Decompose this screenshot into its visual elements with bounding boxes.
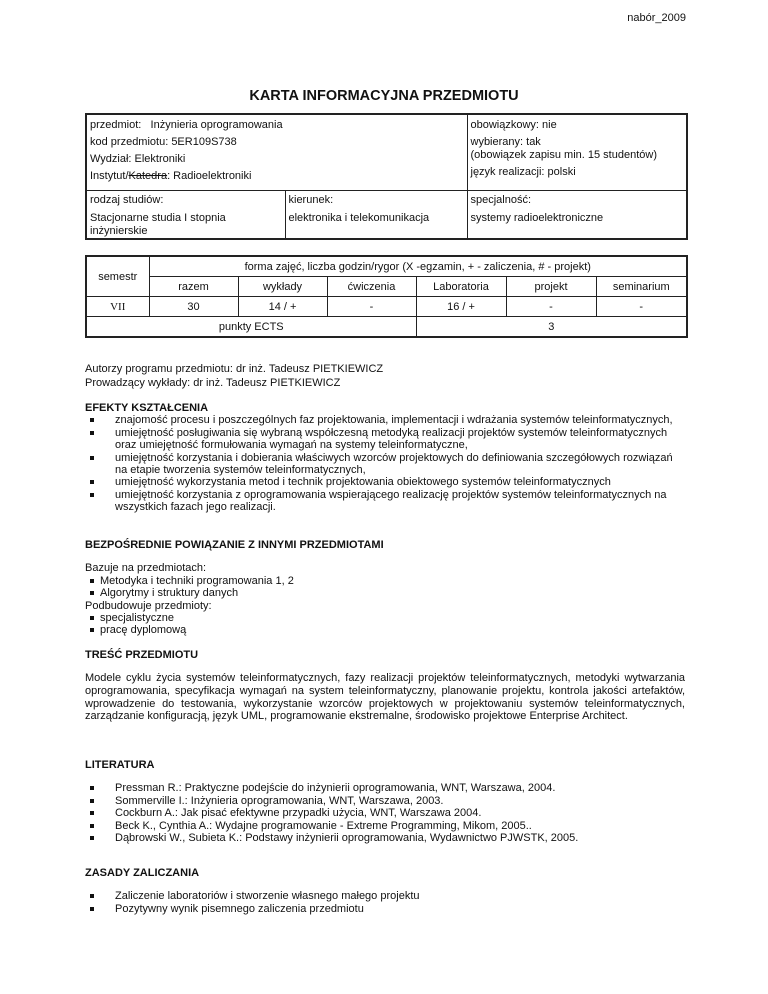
mandatory: obowiązkowy: nie: [470, 119, 557, 131]
col-header: razem: [149, 277, 238, 297]
hours-cell: -: [596, 297, 687, 317]
list-item: Beck K., Cynthia A.: Wydajne programowanie - Extreme Programming, Mikom, 2005..: [85, 820, 685, 832]
list-item: pracę dyplomową: [85, 624, 685, 636]
col-header: wykłady: [238, 277, 327, 297]
ects-label: punkty ECTS: [86, 317, 416, 338]
study-type-label: rodzaj studiów:: [90, 194, 164, 206]
semester-value: VII: [86, 297, 149, 317]
learning-outcomes-section: [85, 402, 685, 514]
col-header: projekt: [506, 277, 596, 297]
specialty-label: specjalność:: [470, 194, 532, 206]
supports-label: Podbudowuje przedmioty:: [85, 599, 212, 612]
list-item: Zaliczenie laboratoriów i stworzenie własnego małego projektu: [85, 890, 685, 902]
form-header: forma zajęć, liczba godzin/rygor (X -egzamin, + - zaliczenia, # - projekt): [149, 256, 687, 277]
page-title: KARTA INFORMACYJNA PRZEDMIOTU: [249, 88, 519, 104]
institute: [90, 168, 464, 185]
course-info-table: [85, 113, 688, 240]
content-text: Modele cyklu życia systemów teleinformatycznych, fazy realizacji projektów teleinformatycznych, metodyki wytwarzania oprogramowania, specyfikacja wymagań na system teleinformatyczny, planowanie projektu, kontrola jakości artefaktów, wprowadzenie do testowania, wykorzystanie wzorców projektowych w projektowaniu systemów teleinformatycznych, zarządzanie konfiguracją, język UML, programowanie ekstremalne, środowisko projektowe Enterprise Architect.: [85, 672, 685, 723]
section-heading: EFEKTY KSZTAŁCENIA: [85, 402, 209, 414]
institute-struck: Katedra: [128, 170, 168, 182]
elective: wybierany: tak: [470, 136, 541, 148]
language: język realizacji: polski: [470, 166, 576, 178]
list-item: umiejętność korzystania i dobierania właściwych wzorców projektowych do definiowania szczegółowych rozwiązań na etapie tworzenia systemów teleinformatycznych,: [85, 452, 685, 477]
col-header: ćwiczenia: [327, 277, 416, 297]
section-heading: TREŚĆ PRZEDMIOTU: [85, 649, 199, 661]
subject: przedmiot: Inżynieria oprogramowania: [90, 119, 283, 131]
field-label: kierunek:: [288, 194, 334, 206]
hours-cell: 14 / +: [238, 297, 327, 317]
list-item: Pozytywny wynik pisemnego zaliczenia przedmiotu: [85, 903, 685, 915]
col-header: Laboratoria: [416, 277, 506, 297]
faculty: Wydział: Elektroniki: [90, 153, 186, 165]
enrollment-note: (obowiązek zapisu min. 15 studentów): [470, 149, 657, 161]
hours-cell: 16 / +: [416, 297, 506, 317]
col-header: seminarium: [596, 277, 687, 297]
grading-section: [85, 867, 685, 915]
institute-name: : Radioelektroniki: [167, 170, 252, 182]
hours-table: [85, 255, 688, 338]
section-heading: ZASADY ZALICZANIA: [85, 867, 200, 879]
list-item: Algorytmy i struktury danych: [85, 587, 685, 599]
list-item: Cockburn A.: Jak pisać efektywne przypadki użycia, WNT, Warszawa 2004.: [85, 807, 685, 819]
course-identity-cell: [86, 114, 467, 191]
study-type-cell: [86, 191, 285, 240]
institute-prefix: Instytut/: [90, 170, 129, 182]
literature-section: [85, 759, 685, 844]
list-item: Sommerville I.: Inżynieria oprogramowania, WNT, Warszawa, 2003.: [85, 795, 685, 807]
header-label: nabór_2009: [627, 12, 686, 24]
ects-value: 3: [416, 317, 687, 338]
list-item: umiejętność korzystania z oprogramowania wspierającego realizację projektów systemów teleinformatycznych na wszystkich fazach jego realizacji.: [85, 489, 685, 514]
based-on-label: Bazuje na przedmiotach:: [85, 562, 207, 575]
list-item: umiejętność wykorzystania metod i technik projektowania obiektowego systemów teleinformatycznych: [85, 476, 685, 488]
field-cell: [285, 191, 467, 240]
course-code: kod przedmiotu: 5ER109S738: [90, 136, 237, 148]
list-item: Metodyka i techniki programowania 1, 2: [85, 575, 685, 587]
section-heading: LITERATURA: [85, 759, 155, 771]
list-item: specjalistyczne: [85, 612, 685, 624]
specialty-cell: [467, 191, 687, 240]
semester-header: semestr: [86, 256, 149, 297]
list-item: znajomość procesu i poszczególnych faz projektowania, implementacji i wdrażania systemów teleinformatycznych,: [85, 414, 685, 426]
hours-cell: -: [506, 297, 596, 317]
list-item: Dąbrowski W., Subieta K.: Podstawy inżynierii oprogramowania, Wydawnictwo PJWSTK, 2005.: [85, 832, 685, 844]
specialty-value: systemy radioelektroniczne: [470, 212, 604, 224]
related-subjects-section: [85, 539, 685, 637]
list-item: Pressman R.: Praktyczne podejście do inżynierii oprogramowania, WNT, Warszawa, 2004.: [85, 782, 685, 794]
hours-cell: -: [327, 297, 416, 317]
field-value: elektronika i telekomunikacja: [288, 212, 430, 224]
list-item: umiejętność posługiwania się wybraną współczesną metodyką realizacji projektów systemów teleinformatycznych oraz umiejętność formułowania wymagań na systemy teleinformatyczne,: [85, 427, 685, 452]
course-status-cell: [467, 114, 687, 191]
section-heading: BEZPOŚREDNIE POWIĄZANIE Z INNYMI PRZEDMIOTAMI: [85, 539, 384, 551]
hours-cell: 30: [149, 297, 238, 317]
authors: Autorzy programu przedmiotu: dr inż. Tadeusz PIETKIEWICZ: [85, 363, 384, 375]
content-section: [85, 649, 685, 723]
lecturer: Prowadzący wykłady: dr inż. Tadeusz PIETKIEWICZ: [85, 377, 341, 389]
study-type-value: Stacjonarne studia I stopnia inżynierskie: [90, 212, 226, 237]
